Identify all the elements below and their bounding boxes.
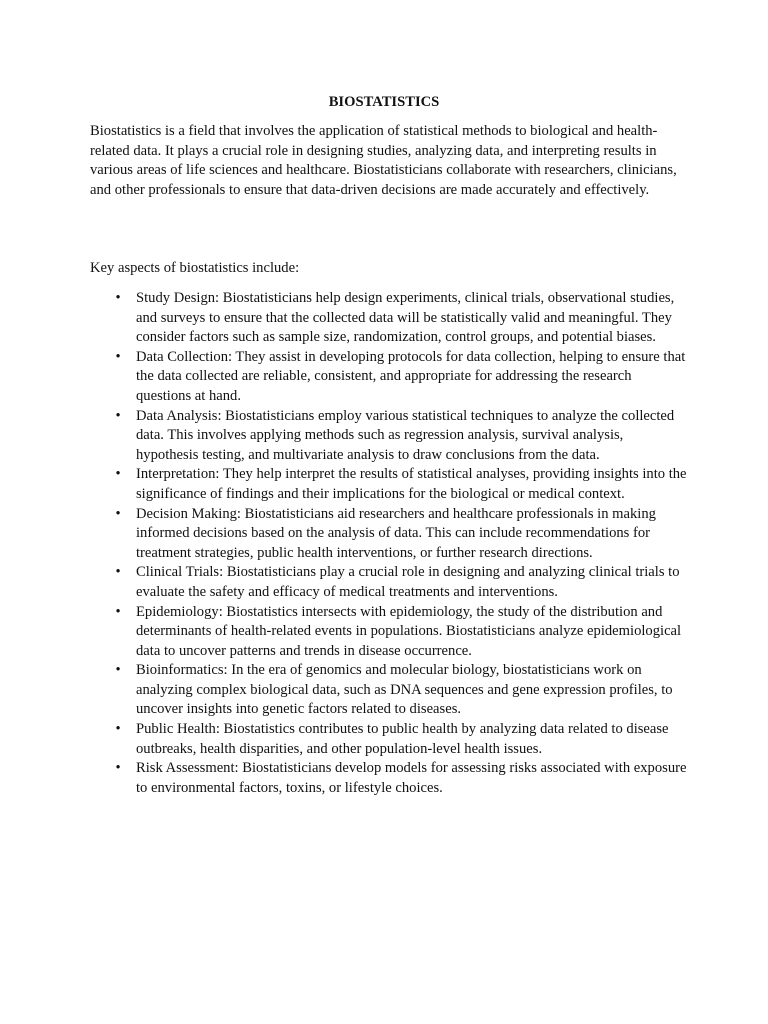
- intro-paragraph: Biostatistics is a field that involves the application of statistical methods to biological and health-related data. It plays a crucial role in designing studies, analyzing data, and interpreting results in various areas of life sciences and healthcare. Biostatisticians collaborate with researchers, clinicians, and other professionals to ensure that data-driven decisions are made accurately and effectively.: [90, 123, 677, 198]
- aspect-text: Data Collection: They assist in developing protocols for data collection, helping to ensure that the data collected are reliable, consistent, and appropriate for addressing the research questions at hand.: [136, 348, 686, 404]
- aspect-text: Decision Making: Biostatisticians aid researchers and healthcare professionals in making informed decisions based on the analysis of data. This can include recommendations for treatment strategies, public health interventions, or further research directions.: [136, 505, 656, 561]
- bullet-icon: •: [115, 505, 121, 522]
- aspect-text: Interpretation: They help interpret the results of statistical analyses, providing insights into the significance of findings and their implications for the biological or medical context.: [136, 466, 687, 502]
- aspect-item-data-analysis: [90, 407, 688, 466]
- document-title: BIOSTATISTICS: [328, 94, 440, 110]
- aspects-lead-in: Key aspects of biostatistics include:: [90, 260, 300, 276]
- aspect-item-clinical-trials: [90, 563, 688, 602]
- aspect-text: Data Analysis: Biostatisticians employ various statistical techniques to analyze the collected data. This involves applying methods such as regression analysis, survival analysis, hypothesis testing, and multivariate analysis to draw conclusions from the data.: [136, 407, 675, 463]
- aspect-item-risk-assessment: [90, 759, 688, 798]
- aspect-item-public-health: [90, 720, 688, 759]
- aspect-text: Epidemiology: Biostatistics intersects with epidemiology, the study of the distribution and determinants of health-related events in populations. Biostatisticians analyze epidemiological data to uncover patterns and trends in disease occurrence.: [136, 603, 682, 659]
- bullet-icon: •: [115, 348, 121, 365]
- bullet-icon: •: [115, 603, 121, 620]
- bullet-icon: •: [115, 721, 121, 738]
- bullet-icon: •: [115, 760, 121, 777]
- aspect-item-bioinformatics: [90, 661, 688, 720]
- aspect-item-interpretation: [90, 465, 688, 504]
- bullet-icon: •: [115, 407, 121, 424]
- aspect-text: Bioinformatics: In the era of genomics and molecular biology, biostatisticians work on analyzing complex biological data, such as DNA sequences and gene expression profiles, to uncover insights into genetic factors related to diseases.: [136, 662, 673, 718]
- aspect-text: Public Health: Biostatistics contributes to public health by analyzing data related to disease outbreaks, health disparities, and other population-level health issues.: [136, 721, 669, 757]
- aspect-item-data-collection: [90, 348, 688, 407]
- aspect-item-decision-making: [90, 505, 688, 564]
- aspect-item-study-design: [90, 289, 688, 348]
- bullet-icon: •: [115, 662, 121, 679]
- bullet-icon: •: [115, 466, 121, 483]
- aspect-text: Clinical Trials: Biostatisticians play a crucial role in designing and analyzing clinical trials to evaluate the safety and efficacy of medical treatments and interventions.: [136, 564, 680, 600]
- aspect-item-epidemiology: [90, 603, 688, 662]
- aspect-text: Study Design: Biostatisticians help design experiments, clinical trials, observational studies, and surveys to ensure that the collected data will be statistically valid and meaningful. They consider factors such as sample size, randomization, control groups, and potential biases.: [136, 290, 675, 346]
- aspect-text: Risk Assessment: Biostatisticians develop models for assessing risks associated with exposure to environmental factors, toxins, or lifestyle choices.: [136, 760, 687, 796]
- bullet-icon: •: [115, 564, 121, 581]
- aspects-list: [90, 289, 688, 798]
- bullet-icon: •: [115, 290, 121, 306]
